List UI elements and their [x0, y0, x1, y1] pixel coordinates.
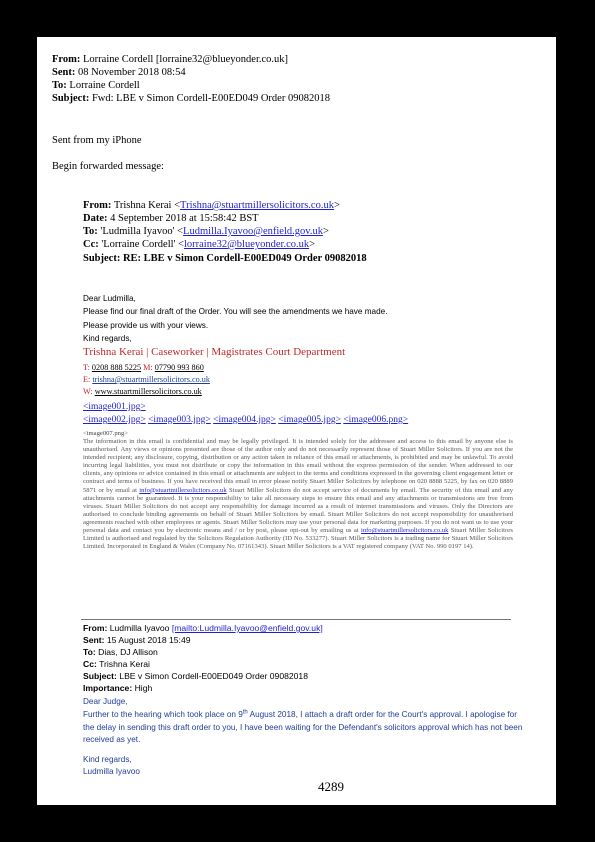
disclaimer-text-3: Stuart Miller Solicitors Limited is authorised and regulated by the Solicitors Regulation Authority (ID No. 533277). Stuart Miller Solicitors is a trading name for Stuart Miller Solicitors Limited. Incorporated in England & Wales (Company No. 07161343). Stuart Miller Solicitors is a VAT registered company (VAT No. 990 0197 14).: [83, 527, 513, 551]
earlier-importance-line: [83, 684, 152, 693]
earlier-sent-line: [83, 636, 191, 645]
earlier-cc-value: Trishna Kerai: [99, 659, 150, 669]
legal-disclaimer: [83, 438, 513, 551]
earlier-sent-label: Sent:: [83, 635, 105, 645]
earlier-body: [83, 709, 523, 747]
outer-sent-line: [52, 68, 186, 79]
mobile-value[interactable]: 07790 993 860: [154, 363, 204, 372]
phone-value[interactable]: 0208 888 5225: [91, 363, 142, 372]
outer-subject-line: [52, 94, 330, 105]
to-value: Lorraine Cordell: [69, 80, 140, 91]
email-label: E:: [83, 375, 91, 384]
importance-label: Importance:: [83, 683, 133, 693]
disclaimer-text-2: Stuart Miller Solicitors do not accept service of documents by email. The security of this email and any attachments cannot be guaranteed. It is your responsibility to take all necessary steps to ensure this email and any attachments or transmissions are free from viruses. Stuart Miller Solicitors do not accept any responsibility for damage incurred as a result of internet transmissions and viruses. Only the Directors are authorised to conclude binding agreements on behalf of Stuart Miller Solicitors by email. Stuart Miller Solicitors do not accept responsibility for unauthorised agreements reached with other employees or agents. Stuart Miller Solicitors may use your personal data for marketing purposes. If you do not want us to use your personal data and contact you by electronic means and / or by post, please opt-out by emailing us at: [83, 486, 513, 535]
importance-value: High: [134, 683, 153, 693]
phone-label: T:: [83, 363, 90, 372]
fwd-subject-label: Subject:: [83, 253, 121, 264]
fwd-date-value: 4 September 2018 at 15:58:42 BST: [110, 213, 259, 224]
attachment-row: [83, 416, 408, 426]
message-regards: Kind regards,: [83, 334, 132, 343]
fwd-to-name: 'Ludmilla Iyavoo' <: [100, 226, 184, 237]
fwd-date-line: [83, 214, 259, 225]
earlier-subject-value: LBE v Simon Cordell-E00ED049 Order 09082018: [119, 671, 308, 681]
earlier-body-a: Further to the hearing which took place on 9: [83, 710, 243, 719]
divider: [81, 619, 511, 620]
attachment-image006[interactable]: <image006.png>: [343, 415, 409, 425]
earlier-from-label: From:: [83, 623, 108, 633]
subject-value: Fwd: LBE v Simon Cordell-E00ED049 Order 09082018: [91, 93, 330, 104]
earlier-subject-line: [83, 672, 308, 681]
fwd-cc-email-link[interactable]: lorraine32@blueyonder.co.uk: [183, 239, 310, 250]
signature-email-link[interactable]: trishna@stuartmillersolicitors.co.uk: [92, 375, 210, 384]
fwd-to-close: >: [322, 226, 329, 237]
to-label: To:: [52, 80, 67, 91]
fwd-to-label: To:: [83, 226, 98, 237]
fwd-to-email-link[interactable]: Ludmilla.Iyavoo@enfield.gov.uk: [183, 226, 323, 237]
earlier-sent-value: 15 August 2018 15:49: [106, 635, 191, 645]
fwd-subject-value: RE: LBE v Simon Cordell-E00ED049 Order 09082018: [122, 253, 367, 264]
fwd-to-line: [83, 227, 329, 238]
earlier-mailto-link[interactable]: [mailto:Ludmilla.Iyavoo@enfield.gov.uk]: [171, 623, 323, 633]
earlier-cc-line: [83, 660, 150, 669]
earlier-to-value: Dias, DJ Allison: [98, 647, 158, 657]
signature-email-line: [83, 376, 210, 384]
fwd-cc-label: Cc:: [83, 239, 99, 250]
outer-from-line: [52, 55, 288, 66]
mobile-label: M:: [143, 363, 153, 372]
fwd-from-label: From:: [83, 200, 112, 211]
attachment-image002[interactable]: <image002.jpg>: [83, 415, 146, 425]
fwd-subject-line: [83, 254, 367, 265]
signature-web-line: [83, 388, 202, 396]
outer-to-line: [52, 81, 140, 92]
message-line-1: Please find our final draft of the Order. You will see the amendments we have made.: [83, 307, 388, 316]
earlier-greeting: Dear Judge,: [83, 697, 128, 706]
sent-value: 08 November 2018 08:54: [77, 67, 186, 78]
fwd-from-email-link[interactable]: Trishna@stuartmillersolicitors.co.uk: [180, 200, 334, 211]
attachment-image005[interactable]: <image005.jpg>: [278, 415, 341, 425]
signature-phone-line: [83, 364, 204, 372]
sent-from-iphone: Sent from my iPhone: [52, 135, 142, 146]
fwd-cc-name: 'Lorraine Cordell' <: [101, 239, 184, 250]
earlier-body-b: August 2018, I attach a draft order for the Court's approval. I apologise for the delay in sending this draft order to you, I have been waiting for the Defendant's solicitors approval which has not been received as yet.: [83, 710, 523, 744]
earlier-to-line: [83, 648, 158, 657]
fwd-from-name: Trishna Kerai <: [113, 200, 181, 211]
earlier-subject-label: Subject:: [83, 671, 117, 681]
earlier-from-name: Ludmilla Iyavoo: [109, 623, 172, 633]
disclaimer-email-link-1[interactable]: info@stuartmillersolicitors.co.uk: [139, 486, 227, 494]
earlier-from-line: [83, 624, 323, 633]
earlier-regards: Kind regards,: [83, 755, 132, 764]
signature-name-title: Trishna Kerai | Caseworker | Magistrates Court Department: [83, 346, 346, 358]
earlier-body-sup: th: [242, 709, 248, 716]
fwd-from-close: >: [333, 200, 340, 211]
message-greeting: Dear Ludmilla,: [83, 294, 136, 303]
disclaimer-email-link-2[interactable]: info@stuartmillersolicitors.co.uk: [360, 527, 449, 535]
attachment-image003[interactable]: <image003.jpg>: [148, 415, 211, 425]
signature-web-link[interactable]: www.stuartmillersolicitors.co.uk: [94, 387, 202, 396]
fwd-date-label: Date:: [83, 213, 108, 224]
begin-forwarded: Begin forwarded message:: [52, 161, 164, 172]
message-line-2: Please provide us with your views.: [83, 321, 209, 330]
attachment-image007: <image007.png>: [83, 430, 128, 437]
fwd-cc-line: [83, 240, 315, 251]
attachment-image004[interactable]: <image004.jpg>: [213, 415, 276, 425]
fwd-cc-close: >: [309, 239, 316, 250]
web-label: W:: [83, 387, 93, 396]
earlier-to-label: To:: [83, 647, 96, 657]
disclaimer-text-1: The information in this email is confidential and may be legally privileged. It is intended solely for the addressee and access to this email by anyone else is unauthorised. Any views or opinions presented are those of the author only and do not necessarily represent those of Stuart Miller Solicitors. If you are not the intended recipient; any disclosure, copying, distribution or any action taken in reliance of this email or attachments, is prohibited and may be unlawful. To avoid incurring legal liabilities, you must not distribute or copy the information in this email without the express permission of the sender. When addressed to our clients, any opinions or advice contained in this email or attachments are subject to the terms and conditions expressed in the governing client engagement letter or contract and terms of business. If you have received this email in error please notify Stuart Miller Solicitors by telephone on 020 8888 5225, by fax on 020 8889 5871 or by email at: [83, 438, 513, 494]
fwd-from-line: [83, 201, 340, 212]
earlier-sender-name: Ludmilla Iyavoo: [83, 767, 140, 776]
earlier-cc-label: Cc:: [83, 659, 97, 669]
subject-label: Subject:: [52, 93, 90, 104]
from-label: From:: [52, 54, 81, 65]
page-number: 4289: [318, 779, 344, 794]
sent-label: Sent:: [52, 67, 76, 78]
attachment-image001[interactable]: <image001.jpg>: [83, 402, 146, 412]
document-page: [37, 37, 556, 805]
from-value: Lorraine Cordell [lorraine32@blueyonder.co.uk]: [83, 54, 289, 65]
